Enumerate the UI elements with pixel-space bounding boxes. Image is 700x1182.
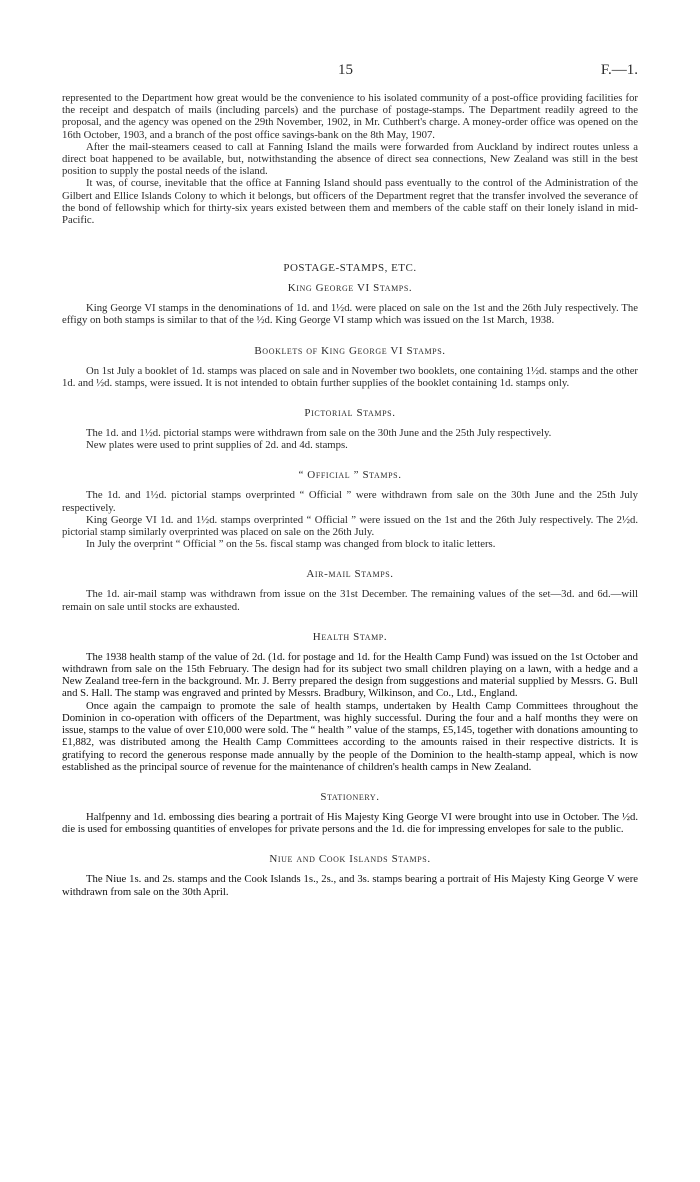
section-air-mail-stamps [62, 568, 638, 612]
paragraph: New plates were used to print supplies of 2d. and 4d. stamps. [86, 439, 348, 452]
section-health-stamp [62, 631, 638, 773]
page-header [62, 62, 638, 92]
paragraph: The 1d. air-mail stamp was withdrawn from issue on the 31st December. The remaining values of the set—3d. and 6d.—will remain on sale until stocks are exhausted. [62, 588, 638, 613]
main-heading: POSTAGE-STAMPS, ETC. [283, 262, 417, 275]
paragraph: Halfpenny and 1d. embossing dies bearing a portrait of His Majesty King George VI were brought into use in October. The ½d. die is used for embossing quantities of envelopes for private persons and the 1d. die for impressing envelopes for sale to the public. [62, 810, 638, 836]
page-number: 15 [338, 62, 353, 78]
section-pictorial-stamps [62, 407, 638, 451]
section-heading: Niue and Cook Islands Stamps. [269, 853, 431, 866]
paragraph: On 1st July a booklet of 1d. stamps was placed on sale and in November two booklets, one containing 1½d. stamps and the other 1d. and ½d. stamps, were issued. It is not intended to obtain further supplies of the booklet containing 1d. stamps only. [62, 364, 638, 389]
section-heading: Pictorial Stamps. [304, 407, 396, 420]
section-king-george-vi-stamps [62, 282, 638, 326]
section-niue-cook-islands [62, 853, 638, 897]
document-page [62, 62, 638, 898]
paragraph: King George VI stamps in the denominations of 1d. and 1½d. were placed on sale on the 1st and the 26th July respectively. The effigy on both stamps is similar to that of the ½d. King George VI stamp which was issued on the 1st March, 1938. [62, 302, 638, 327]
intro-text [62, 92, 638, 226]
section-official-stamps [62, 469, 638, 550]
section-heading: Stationery. [320, 790, 380, 803]
section-heading: Health Stamp. [312, 630, 388, 643]
paragraph: After the mail-steamers ceased to call at Fanning Island the mails were forwarded from Auckland by indirect routes unless a direct boat happened to be available, but, notwithstanding the absence of direct sea connections, New Zealand was still in the best position to supply the postal needs of the island. [62, 140, 638, 178]
paragraph: The 1d. and 1½d. pictorial stamps were withdrawn from sale on the 30th June and the 25th July respectively. [86, 427, 552, 440]
paragraph: The 1d. and 1½d. pictorial stamps overprinted “ Official ” were withdrawn from sale on the 30th June and the 25th July respectively. [62, 489, 638, 514]
section-stationery [62, 791, 638, 835]
paragraph: represented to the Department how great would be the convenience to his isolated community of a post-office providing facilities for the receipt and despatch of mails (including parcels) and the purchase of postage-stamps. The Department readily agreed to the proposal, and the agency was opened on the 29th November, 1902, in Mr. Cuthbert's charge. A money-order office was opened on the 16th October, 1903, and a branch of the post office savings-bank on the 8th May, 1907. [62, 92, 638, 141]
paragraph: In July the overprint “ Official ” on the 5s. fiscal stamp was changed from block to italic letters. [86, 538, 496, 551]
section-heading: King George VI Stamps. [287, 282, 413, 295]
document-reference: F.—1. [600, 62, 638, 78]
section-heading: Booklets of King George VI Stamps. [254, 344, 446, 357]
paragraph: It was, of course, inevitable that the office at Fanning Island should pass eventually to the control of the Administration of the Gilbert and Ellice Islands Colony to which it belongs, but officers of the Department regret that the transfer involved the severance of the bond of fellowship which for thirty-six years existed between them and members of the cable staff on their lonely island in mid-Pacific. [62, 177, 638, 227]
paragraph: Once again the campaign to promote the sale of health stamps, undertaken by Health Camp Committees throughout the Dominion in co-operation with officers of the Department, was highly successful. During the four and a half months they were on issue, stamps to the value of over £10,000 were sold. The “ health ” value of the stamps, £5,145, together with donations amounting to £1,882, was distributed among the Health Camp Committees according to the amounts raised in their respective districts. It is gratifying to record the generous response made annually by the people of the Dominion to the health-stamp appeal, which is now established as the principal source of revenue for the maintenance of children's health camps in New Zealand. [62, 699, 638, 773]
section-heading: Air-mail Stamps. [306, 568, 394, 581]
paragraph: The 1938 health stamp of the value of 2d. (1d. for postage and 1d. for the Health Camp Fund) was issued on the 1st October and withdrawn from sale on the 15th February. The design had for its subject two small children playing on a lawn, with a hedge and a New Zealand tree-fern in the background. Mr. J. Berry prepared the design from suggestions and material supplied by Messrs. G. Bull and S. Hall. The stamp was engraved and printed by Messrs. Bradbury, Wilkinson, and Co., Ltd., England. [62, 650, 638, 700]
section-heading: “ Official ” Stamps. [298, 469, 402, 482]
section-booklets [62, 345, 638, 389]
paragraph: King George VI 1d. and 1½d. stamps overprinted “ Official ” were issued on the 1st and the 26th July respectively. The 2½d. pictorial stamp similarly overprinted was placed on sale on the 26th July. [62, 513, 638, 539]
paragraph: The Niue 1s. and 2s. stamps and the Cook Islands 1s., 2s., and 3s. stamps bearing a portrait of His Majesty King George V were withdrawn from sale on the 30th April. [62, 873, 638, 898]
